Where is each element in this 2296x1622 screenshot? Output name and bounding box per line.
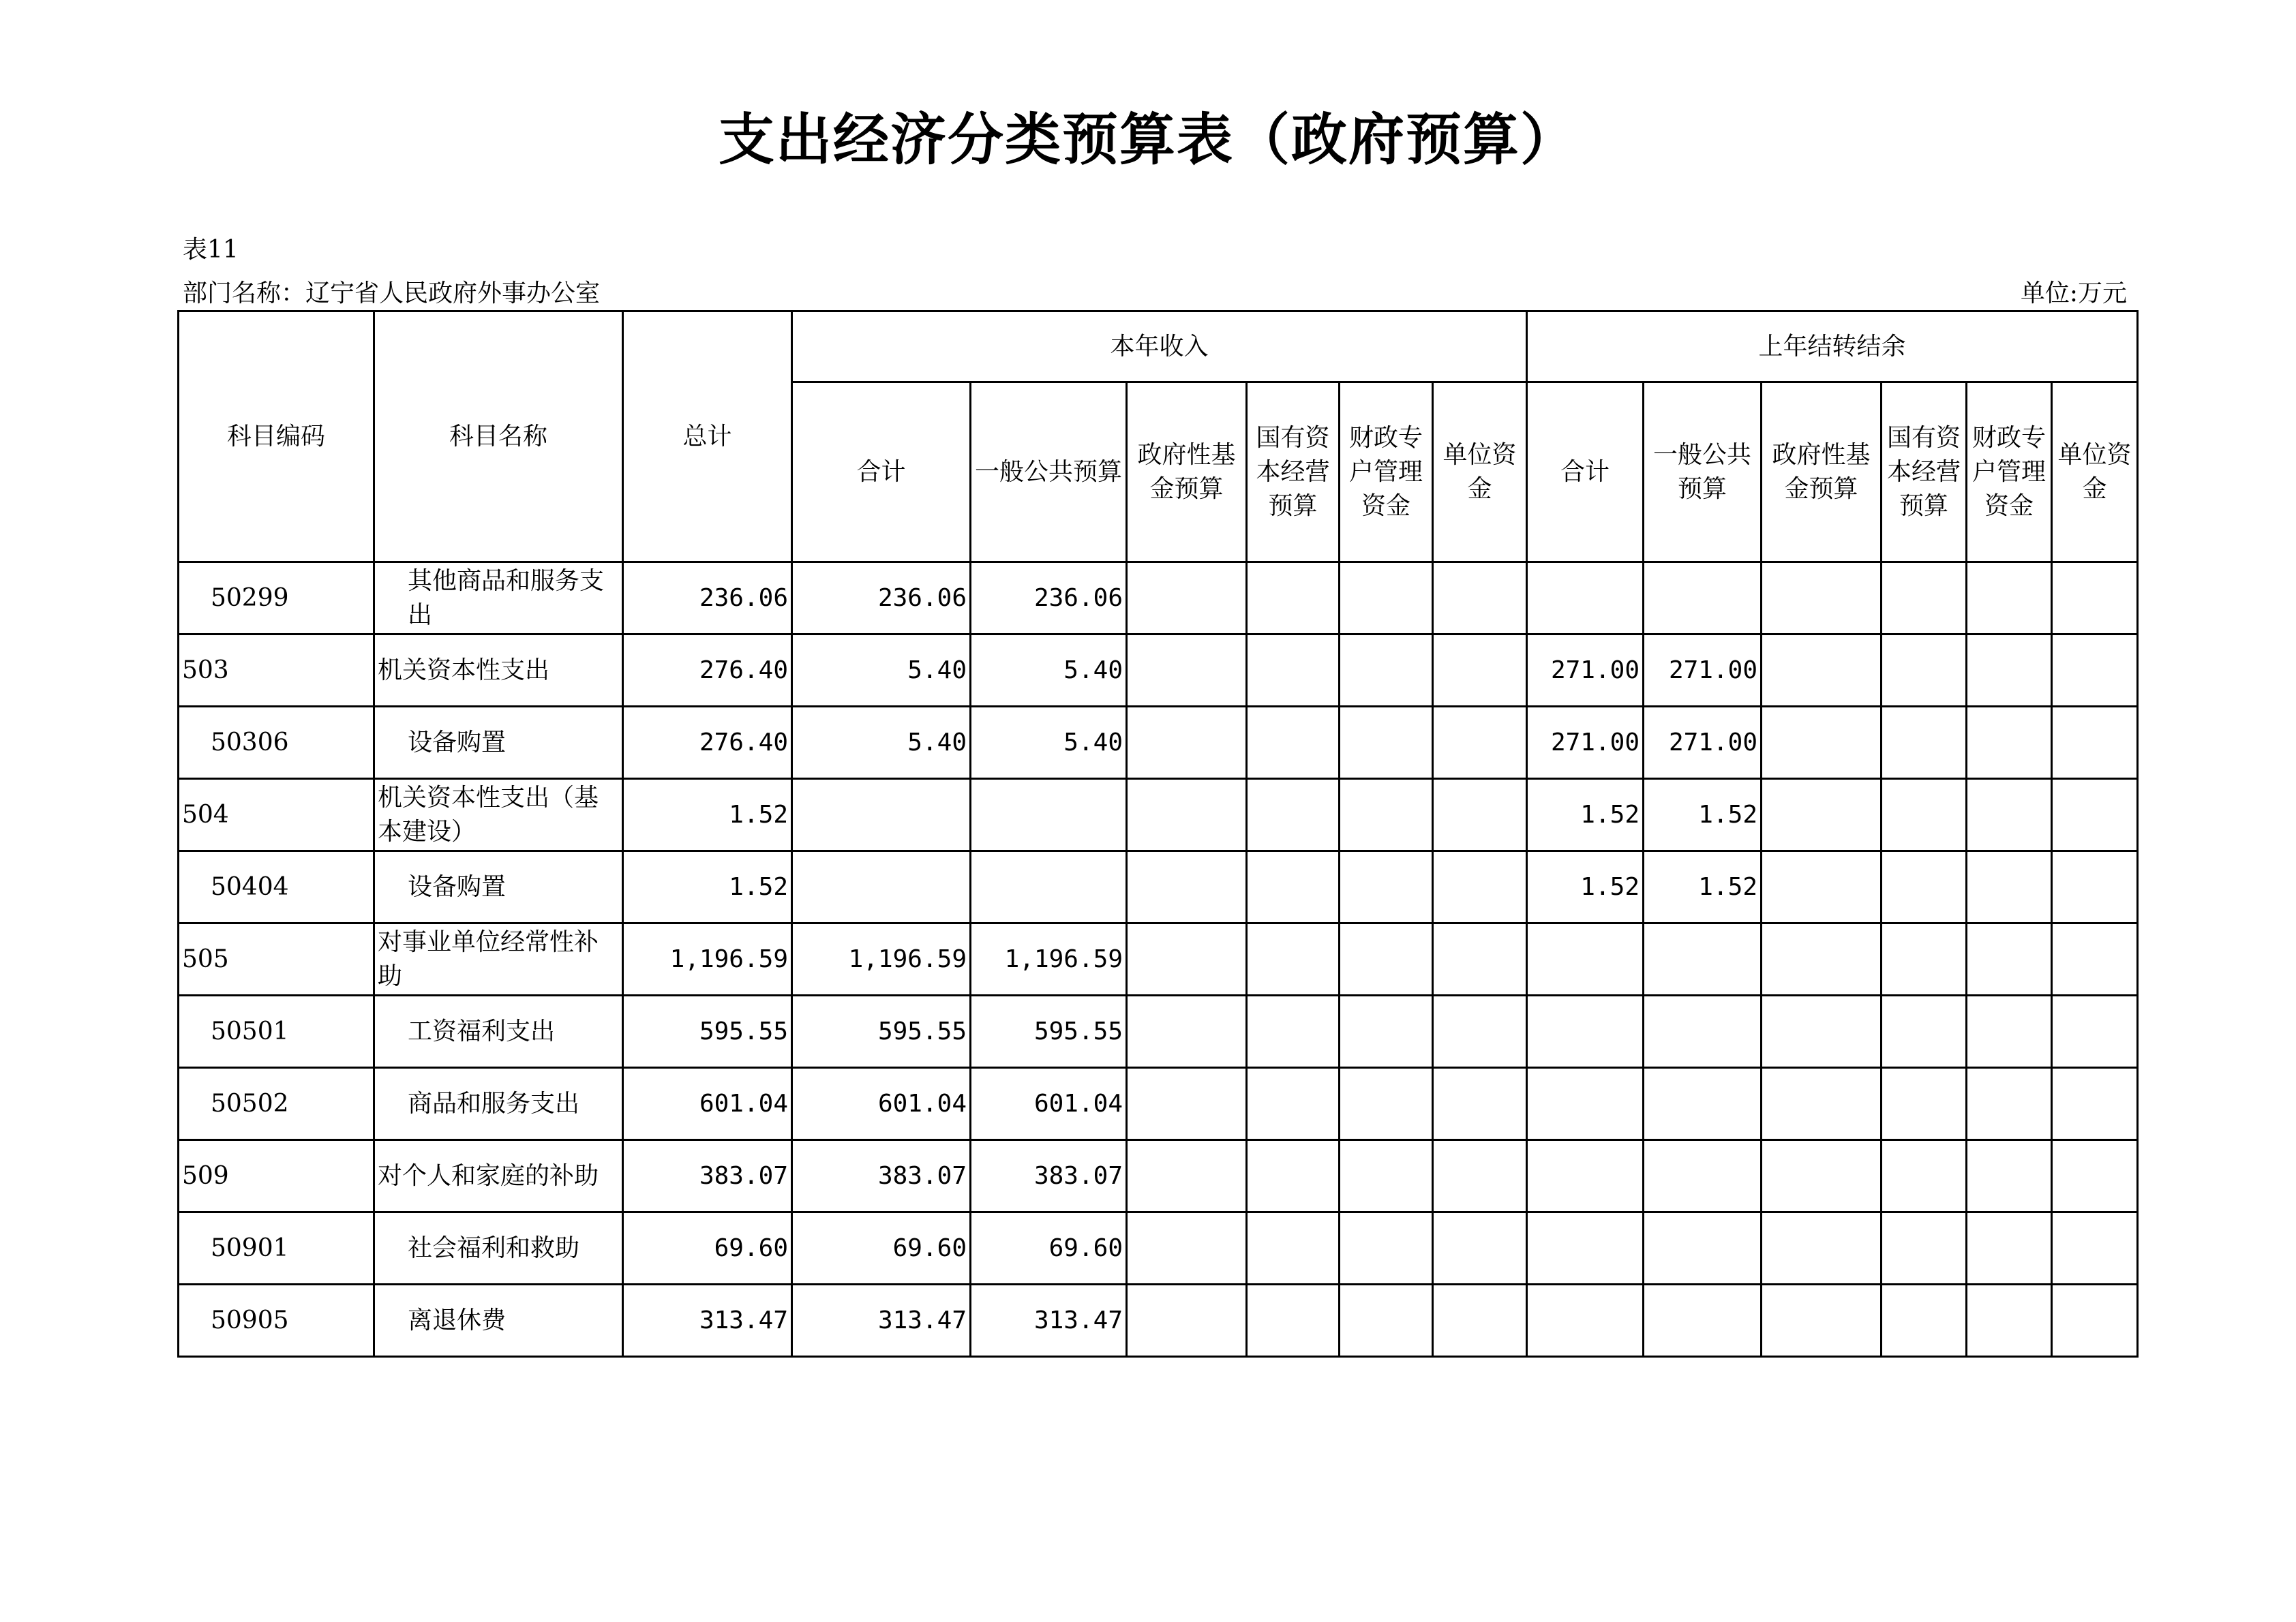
- cell-py-unit-fund: [2052, 923, 2138, 996]
- cell-cy-state-capital: [1247, 1285, 1340, 1357]
- table-row: [179, 996, 2138, 1068]
- department-name: 部门名称：辽宁省人民政府外事办公室: [183, 279, 601, 307]
- budget-table: [177, 310, 2139, 1358]
- cell-py-fiscal-special: [1967, 1140, 2052, 1212]
- cell-cy-unit-fund: [1433, 851, 1527, 923]
- cell-py-sum: 271.00: [1527, 707, 1644, 779]
- cell-py-unit-fund: [2052, 634, 2138, 707]
- cell-code: 509: [179, 1140, 374, 1212]
- header-current-year: 本年收入: [792, 311, 1527, 382]
- cell-cy-sum: 1,196.59: [792, 923, 971, 996]
- cell-py-general: [1644, 923, 1762, 996]
- header-total: 总计: [623, 311, 792, 562]
- cell-cy-state-capital: [1247, 562, 1340, 634]
- cell-cy-fiscal-special: [1340, 634, 1433, 707]
- cell-cy-state-capital: [1247, 634, 1340, 707]
- cell-py-fiscal-special: [1967, 1068, 2052, 1140]
- cell-py-state-capital: [1882, 851, 1967, 923]
- table-row: [179, 562, 2138, 634]
- budget-table-body: [179, 562, 2138, 1357]
- cell-py-gov-fund: [1762, 851, 1882, 923]
- cell-py-unit-fund: [2052, 1212, 2138, 1285]
- cell-py-state-capital: [1882, 779, 1967, 851]
- cell-py-general: [1644, 1068, 1762, 1140]
- cell-cy-gov-fund: [1127, 634, 1247, 707]
- cell-py-state-capital: [1882, 562, 1967, 634]
- cell-cy-state-capital: [1247, 1068, 1340, 1140]
- cell-cy-fiscal-special: [1340, 996, 1433, 1068]
- cell-py-gov-fund: [1762, 923, 1882, 996]
- table-number: 表11: [183, 236, 239, 264]
- cell-code: 50901: [179, 1212, 374, 1285]
- cell-py-sum: [1527, 1285, 1644, 1357]
- cell-cy-state-capital: [1247, 779, 1340, 851]
- cell-name: 设备购置: [374, 851, 623, 923]
- cell-py-fiscal-special: [1967, 1285, 2052, 1357]
- cell-py-general: [1644, 1212, 1762, 1285]
- cell-py-general: 271.00: [1644, 634, 1762, 707]
- cell-cy-state-capital: [1247, 707, 1340, 779]
- cell-py-fiscal-special: [1967, 996, 2052, 1068]
- table-row: [179, 707, 2138, 779]
- page-title: 支出经济分类预算表（政府预算）: [718, 107, 1577, 172]
- header-cy-gov-fund: 政府性基金预算: [1127, 382, 1247, 562]
- cell-cy-gov-fund: [1127, 1212, 1247, 1285]
- header-py-fiscal-special: 财政专户管理资金: [1967, 382, 2052, 562]
- cell-py-unit-fund: [2052, 707, 2138, 779]
- cell-py-state-capital: [1882, 634, 1967, 707]
- cell-py-gov-fund: [1762, 996, 1882, 1068]
- cell-cy-sum: 5.40: [792, 634, 971, 707]
- cell-cy-state-capital: [1247, 1212, 1340, 1285]
- header-prior-year: 上年结转结余: [1527, 311, 2138, 382]
- cell-name: 社会福利和救助: [374, 1212, 623, 1285]
- cell-py-gov-fund: [1762, 1285, 1882, 1357]
- cell-py-unit-fund: [2052, 1068, 2138, 1140]
- cell-code: 50306: [179, 707, 374, 779]
- cell-py-general: [1644, 562, 1762, 634]
- cell-name: 对个人和家庭的补助: [374, 1140, 623, 1212]
- cell-py-sum: [1527, 1068, 1644, 1140]
- cell-cy-fiscal-special: [1340, 1140, 1433, 1212]
- cell-cy-fiscal-special: [1340, 562, 1433, 634]
- header-cy-state-capital: 国有资本经营预算: [1247, 382, 1340, 562]
- table-row: [179, 851, 2138, 923]
- cell-code: 50502: [179, 1068, 374, 1140]
- cell-py-gov-fund: [1762, 562, 1882, 634]
- cell-py-unit-fund: [2052, 851, 2138, 923]
- table-row: [179, 923, 2138, 996]
- cell-py-sum: 1.52: [1527, 779, 1644, 851]
- cell-cy-general: 69.60: [971, 1212, 1127, 1285]
- cell-name: 机关资本性支出: [374, 634, 623, 707]
- cell-cy-general: 601.04: [971, 1068, 1127, 1140]
- cell-py-fiscal-special: [1967, 707, 2052, 779]
- cell-cy-gov-fund: [1127, 923, 1247, 996]
- header-py-sum: 合计: [1527, 382, 1644, 562]
- cell-total: 1.52: [623, 779, 792, 851]
- unit-label: 单位:万元: [2020, 279, 2127, 307]
- cell-py-gov-fund: [1762, 634, 1882, 707]
- cell-cy-unit-fund: [1433, 923, 1527, 996]
- cell-cy-gov-fund: [1127, 1285, 1247, 1357]
- cell-cy-sum: [792, 851, 971, 923]
- cell-cy-unit-fund: [1433, 1212, 1527, 1285]
- cell-py-state-capital: [1882, 707, 1967, 779]
- cell-total: 276.40: [623, 707, 792, 779]
- cell-py-sum: [1527, 1212, 1644, 1285]
- cell-py-general: 271.00: [1644, 707, 1762, 779]
- cell-total: 1,196.59: [623, 923, 792, 996]
- cell-total: 313.47: [623, 1285, 792, 1357]
- cell-py-general: [1644, 1285, 1762, 1357]
- cell-py-gov-fund: [1762, 1212, 1882, 1285]
- cell-total: 276.40: [623, 634, 792, 707]
- cell-py-gov-fund: [1762, 1140, 1882, 1212]
- cell-code: 505: [179, 923, 374, 996]
- cell-total: 236.06: [623, 562, 792, 634]
- cell-cy-sum: 69.60: [792, 1212, 971, 1285]
- cell-cy-general: [971, 851, 1127, 923]
- cell-name: 离退休费: [374, 1285, 623, 1357]
- cell-name: 工资福利支出: [374, 996, 623, 1068]
- cell-py-fiscal-special: [1967, 1212, 2052, 1285]
- cell-cy-gov-fund: [1127, 707, 1247, 779]
- cell-py-state-capital: [1882, 923, 1967, 996]
- cell-py-fiscal-special: [1967, 634, 2052, 707]
- header-py-gov-fund: 政府性基金预算: [1762, 382, 1882, 562]
- table-row: [179, 1212, 2138, 1285]
- cell-name: 其他商品和服务支出: [374, 562, 623, 634]
- cell-py-fiscal-special: [1967, 779, 2052, 851]
- cell-cy-sum: 236.06: [792, 562, 971, 634]
- cell-py-sum: [1527, 923, 1644, 996]
- cell-cy-general: 383.07: [971, 1140, 1127, 1212]
- cell-cy-unit-fund: [1433, 562, 1527, 634]
- cell-total: 601.04: [623, 1068, 792, 1140]
- cell-py-sum: 271.00: [1527, 634, 1644, 707]
- cell-code: 503: [179, 634, 374, 707]
- cell-py-unit-fund: [2052, 562, 2138, 634]
- cell-cy-fiscal-special: [1340, 1068, 1433, 1140]
- header-cy-fiscal-special: 财政专户管理资金: [1340, 382, 1433, 562]
- cell-cy-unit-fund: [1433, 996, 1527, 1068]
- cell-cy-general: 595.55: [971, 996, 1127, 1068]
- cell-cy-unit-fund: [1433, 779, 1527, 851]
- cell-py-state-capital: [1882, 1140, 1967, 1212]
- header-cy-general: 一般公共预算: [971, 382, 1127, 562]
- cell-cy-sum: 601.04: [792, 1068, 971, 1140]
- header-py-unit-fund: 单位资金: [2052, 382, 2138, 562]
- cell-py-sum: [1527, 1140, 1644, 1212]
- cell-code: 50501: [179, 996, 374, 1068]
- cell-name: 对事业单位经常性补助: [374, 923, 623, 996]
- cell-total: 69.60: [623, 1212, 792, 1285]
- cell-name: 设备购置: [374, 707, 623, 779]
- cell-py-fiscal-special: [1967, 923, 2052, 996]
- cell-cy-fiscal-special: [1340, 851, 1433, 923]
- table-row: [179, 634, 2138, 707]
- cell-cy-gov-fund: [1127, 1068, 1247, 1140]
- cell-cy-unit-fund: [1433, 634, 1527, 707]
- cell-py-unit-fund: [2052, 779, 2138, 851]
- cell-cy-general: 236.06: [971, 562, 1127, 634]
- cell-cy-state-capital: [1247, 996, 1340, 1068]
- header-py-state-capital: 国有资本经营预算: [1882, 382, 1967, 562]
- cell-cy-sum: 5.40: [792, 707, 971, 779]
- cell-cy-general: [971, 779, 1127, 851]
- header-py-general: 一般公共预算: [1644, 382, 1762, 562]
- cell-py-general: 1.52: [1644, 851, 1762, 923]
- cell-cy-general: 1,196.59: [971, 923, 1127, 996]
- cell-cy-state-capital: [1247, 923, 1340, 996]
- cell-code: 50404: [179, 851, 374, 923]
- cell-cy-fiscal-special: [1340, 1285, 1433, 1357]
- cell-cy-state-capital: [1247, 851, 1340, 923]
- cell-cy-sum: 595.55: [792, 996, 971, 1068]
- cell-py-sum: 1.52: [1527, 851, 1644, 923]
- cell-cy-unit-fund: [1433, 1285, 1527, 1357]
- cell-cy-sum: [792, 779, 971, 851]
- cell-py-sum: [1527, 562, 1644, 634]
- cell-code: 504: [179, 779, 374, 851]
- header-code: 科目编码: [179, 311, 374, 562]
- cell-py-sum: [1527, 996, 1644, 1068]
- cell-cy-gov-fund: [1127, 562, 1247, 634]
- cell-py-gov-fund: [1762, 1068, 1882, 1140]
- table-row: [179, 1068, 2138, 1140]
- cell-cy-unit-fund: [1433, 707, 1527, 779]
- cell-py-state-capital: [1882, 1285, 1967, 1357]
- cell-py-state-capital: [1882, 1068, 1967, 1140]
- cell-py-general: 1.52: [1644, 779, 1762, 851]
- cell-cy-gov-fund: [1127, 779, 1247, 851]
- cell-cy-sum: 383.07: [792, 1140, 971, 1212]
- cell-py-unit-fund: [2052, 1285, 2138, 1357]
- cell-cy-fiscal-special: [1340, 923, 1433, 996]
- cell-cy-gov-fund: [1127, 851, 1247, 923]
- cell-cy-sum: 313.47: [792, 1285, 971, 1357]
- cell-total: 1.52: [623, 851, 792, 923]
- cell-py-fiscal-special: [1967, 562, 2052, 634]
- cell-name: 商品和服务支出: [374, 1068, 623, 1140]
- cell-cy-general: 5.40: [971, 634, 1127, 707]
- cell-py-state-capital: [1882, 996, 1967, 1068]
- header-cy-sum: 合计: [792, 382, 971, 562]
- table-row: [179, 1285, 2138, 1357]
- header-name: 科目名称: [374, 311, 623, 562]
- cell-cy-unit-fund: [1433, 1140, 1527, 1212]
- cell-py-gov-fund: [1762, 707, 1882, 779]
- cell-py-general: [1644, 1140, 1762, 1212]
- cell-total: 595.55: [623, 996, 792, 1068]
- cell-py-gov-fund: [1762, 779, 1882, 851]
- table-row: [179, 779, 2138, 851]
- cell-code: 50905: [179, 1285, 374, 1357]
- cell-py-unit-fund: [2052, 996, 2138, 1068]
- cell-cy-fiscal-special: [1340, 1212, 1433, 1285]
- cell-cy-gov-fund: [1127, 996, 1247, 1068]
- cell-py-general: [1644, 996, 1762, 1068]
- header-cy-unit-fund: 单位资金: [1433, 382, 1527, 562]
- cell-py-unit-fund: [2052, 1140, 2138, 1212]
- cell-name: 机关资本性支出（基本建设）: [374, 779, 623, 851]
- cell-py-state-capital: [1882, 1212, 1967, 1285]
- cell-cy-gov-fund: [1127, 1140, 1247, 1212]
- cell-cy-fiscal-special: [1340, 707, 1433, 779]
- cell-cy-state-capital: [1247, 1140, 1340, 1212]
- cell-code: 50299: [179, 562, 374, 634]
- cell-cy-general: 313.47: [971, 1285, 1127, 1357]
- cell-total: 383.07: [623, 1140, 792, 1212]
- cell-cy-fiscal-special: [1340, 779, 1433, 851]
- cell-cy-general: 5.40: [971, 707, 1127, 779]
- cell-py-fiscal-special: [1967, 851, 2052, 923]
- table-row: [179, 1140, 2138, 1212]
- cell-cy-unit-fund: [1433, 1068, 1527, 1140]
